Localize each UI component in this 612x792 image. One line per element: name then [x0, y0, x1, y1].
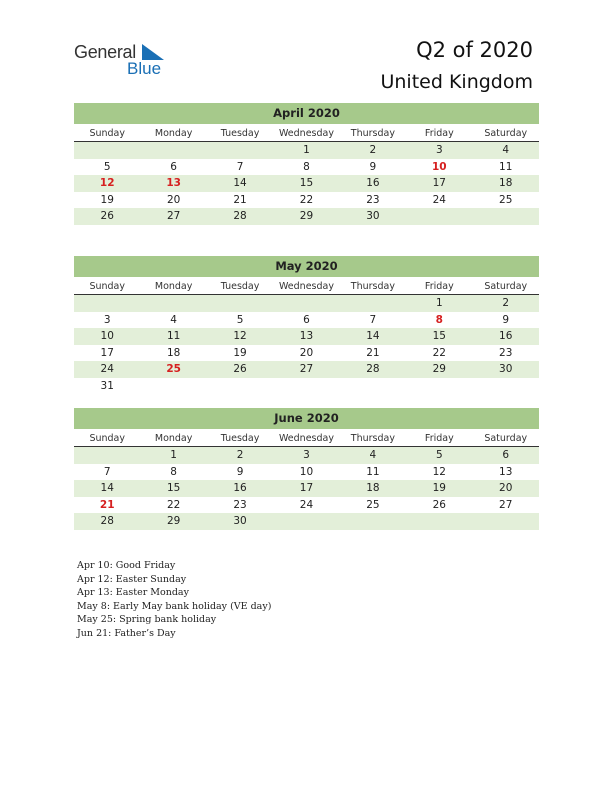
week-row [74, 447, 539, 464]
day-cell [74, 447, 140, 464]
day-cell: 5 [236, 313, 244, 326]
day-cell: 24 [299, 498, 314, 511]
day-cell: 2 [369, 144, 377, 156]
day-cell: 15 [166, 482, 181, 494]
weekday-label: Monday [154, 433, 193, 444]
day-cell: 24 [100, 363, 114, 375]
weekday-label: Friday [424, 433, 454, 444]
day-cell: 19 [100, 193, 114, 206]
week-row [74, 312, 539, 329]
day-cell: 20 [166, 193, 181, 206]
weekday-label: Friday [424, 128, 454, 139]
day-cell: 25 [499, 193, 513, 206]
day-cell: 16 [366, 177, 380, 189]
day-cell: 30 [233, 515, 247, 527]
logo [74, 42, 174, 78]
holiday-note: Jun 21: Father’s Day [77, 627, 176, 639]
day-cell [473, 513, 539, 530]
day-cell: 10 [299, 465, 314, 478]
weekday-label: Thursday [350, 128, 395, 139]
day-cell: 25 [366, 498, 380, 511]
day-cell [74, 142, 140, 159]
day-cell: 9 [369, 160, 377, 173]
day-cell: 29 [299, 210, 314, 222]
weekday-label: Monday [154, 281, 193, 292]
day-cell [473, 378, 539, 395]
day-cell: 9 [236, 465, 244, 478]
day-cell: 10 [100, 330, 114, 342]
day-cell: 22 [432, 346, 446, 359]
day-cell: 4 [369, 449, 377, 461]
week-row [74, 345, 539, 362]
day-cell: 18 [499, 177, 513, 189]
day-cell: 3 [103, 313, 111, 326]
day-cell: 23 [366, 193, 380, 206]
holiday-day-cell: 13 [166, 177, 181, 189]
day-cell: 31 [100, 379, 114, 392]
weekday-label: Sunday [89, 281, 125, 292]
day-cell: 24 [432, 193, 446, 206]
week-row [74, 328, 539, 345]
week-row [74, 208, 539, 225]
weekday-label: Friday [424, 281, 454, 292]
weekday-header-row [74, 278, 539, 295]
holiday-note: Apr 10: Good Friday [77, 560, 176, 571]
calendar-april [74, 103, 539, 225]
day-cell: 3 [303, 449, 310, 461]
day-cell: 7 [236, 160, 244, 173]
weekday-header-row [74, 430, 539, 447]
day-cell: 3 [435, 144, 443, 156]
day-cell: 16 [233, 482, 247, 494]
logo-blue-text: Blue [127, 59, 162, 78]
day-cell: 4 [502, 144, 510, 156]
day-cell: 29 [432, 363, 446, 375]
week-row [74, 361, 539, 378]
week-row [74, 378, 539, 395]
day-cell [273, 295, 339, 312]
day-cell: 19 [432, 482, 446, 494]
day-cell: 11 [366, 465, 380, 478]
week-row [74, 480, 539, 497]
day-cell [406, 513, 472, 530]
day-cell: 14 [233, 177, 247, 189]
calendar-june [74, 408, 539, 530]
calendar-may [74, 256, 539, 394]
weekday-label: Wednesday [278, 433, 334, 444]
holiday-day-cell: 10 [432, 160, 447, 173]
day-cell: 23 [233, 498, 247, 511]
weekday-label: Tuesday [220, 281, 260, 292]
day-cell [406, 208, 472, 225]
week-row [74, 513, 539, 530]
day-cell: 21 [233, 193, 247, 206]
day-cell: 5 [435, 449, 443, 461]
day-cell [207, 295, 273, 312]
day-cell: 17 [432, 177, 446, 189]
day-cell: 12 [233, 330, 247, 342]
day-cell: 9 [502, 313, 510, 326]
weekday-header-row [74, 125, 539, 142]
day-cell [273, 513, 339, 530]
day-cell: 17 [100, 346, 114, 359]
month-title: April 2020 [74, 103, 539, 124]
day-cell: 26 [100, 210, 114, 222]
day-cell: 11 [166, 330, 181, 342]
day-cell: 27 [499, 498, 513, 511]
day-cell [140, 142, 206, 159]
day-cell: 15 [299, 177, 314, 189]
day-cell: 22 [299, 193, 314, 206]
day-cell: 19 [233, 346, 247, 359]
day-cell [74, 295, 140, 312]
day-cell: 13 [499, 465, 513, 478]
day-cell: 2 [236, 449, 244, 461]
weekday-label: Sunday [89, 433, 125, 444]
day-cell: 7 [369, 313, 377, 326]
holiday-note: Apr 12: Easter Sunday [77, 573, 187, 585]
day-cell: 27 [166, 210, 181, 222]
holiday-note: Apr 13: Easter Monday [77, 587, 189, 598]
holiday-day-cell: 8 [435, 313, 443, 326]
day-cell: 1 [435, 297, 443, 309]
day-cell: 4 [170, 313, 177, 326]
day-cell [340, 295, 406, 312]
day-cell: 16 [499, 330, 513, 342]
day-cell: 20 [499, 482, 513, 494]
day-cell: 27 [299, 363, 314, 375]
holiday-note: May 25: Spring bank holiday [77, 614, 217, 625]
holiday-day-cell: 12 [99, 177, 115, 189]
day-cell: 8 [303, 160, 310, 173]
month-title: June 2020 [74, 408, 539, 429]
day-cell: 18 [366, 482, 380, 494]
day-cell: 28 [100, 515, 114, 527]
weekday-label: Tuesday [220, 128, 260, 139]
page-title: Q2 of 2020 [416, 38, 533, 62]
day-cell: 6 [170, 160, 177, 173]
week-row [74, 142, 539, 159]
day-cell: 14 [366, 330, 380, 342]
day-cell: 30 [366, 210, 380, 222]
day-cell: 14 [100, 482, 114, 494]
day-cell [140, 295, 206, 312]
weekday-label: Monday [154, 128, 193, 139]
day-cell: 29 [166, 515, 181, 527]
week-row [74, 295, 539, 312]
month-title: May 2020 [74, 256, 539, 277]
page-subtitle: United Kingdom [380, 71, 533, 93]
day-cell: 22 [166, 498, 181, 511]
day-cell [140, 378, 206, 395]
day-cell: 6 [303, 313, 310, 326]
day-cell [273, 378, 339, 395]
holiday-day-cell: 25 [166, 363, 181, 375]
day-cell: 17 [299, 482, 314, 494]
week-row [74, 497, 539, 514]
weekday-label: Wednesday [278, 128, 334, 139]
day-cell: 28 [233, 210, 247, 222]
week-row [74, 192, 539, 209]
day-cell: 20 [299, 346, 314, 359]
day-cell: 7 [103, 465, 111, 478]
day-cell: 21 [366, 346, 380, 359]
day-cell [207, 378, 273, 395]
weekday-label: Sunday [89, 128, 125, 139]
weekday-label: Saturday [484, 281, 528, 292]
weekday-label: Saturday [484, 433, 528, 444]
day-cell: 8 [170, 465, 177, 478]
day-cell: 30 [499, 363, 513, 375]
day-cell [340, 378, 406, 395]
day-cell: 28 [366, 363, 380, 375]
logo-flag-icon [142, 44, 164, 60]
day-cell: 12 [432, 465, 446, 478]
day-cell: 1 [303, 144, 310, 156]
weekday-label: Thursday [350, 433, 395, 444]
holiday-note: May 8: Early May bank holiday (VE day) [77, 600, 272, 612]
day-cell: 5 [103, 160, 111, 173]
day-cell [207, 142, 273, 159]
day-cell [340, 513, 406, 530]
weekday-label: Wednesday [278, 281, 334, 292]
day-cell: 13 [299, 330, 314, 342]
week-row [74, 464, 539, 481]
weekday-label: Thursday [350, 281, 395, 292]
holiday-notes [77, 559, 271, 640]
day-cell: 11 [499, 160, 513, 173]
holiday-day-cell: 21 [99, 498, 115, 511]
week-row [74, 175, 539, 192]
day-cell [473, 208, 539, 225]
day-cell: 6 [502, 449, 510, 461]
day-cell: 26 [432, 498, 446, 511]
day-cell: 23 [499, 346, 513, 359]
day-cell: 1 [170, 449, 177, 461]
day-cell: 18 [166, 346, 181, 359]
logo-general-text: General [74, 42, 136, 62]
day-cell: 2 [502, 297, 510, 309]
day-cell: 15 [432, 330, 446, 342]
week-row [74, 159, 539, 176]
day-cell: 26 [233, 363, 247, 375]
weekday-label: Saturday [484, 128, 528, 139]
weekday-label: Tuesday [220, 433, 260, 444]
day-cell [406, 378, 472, 395]
